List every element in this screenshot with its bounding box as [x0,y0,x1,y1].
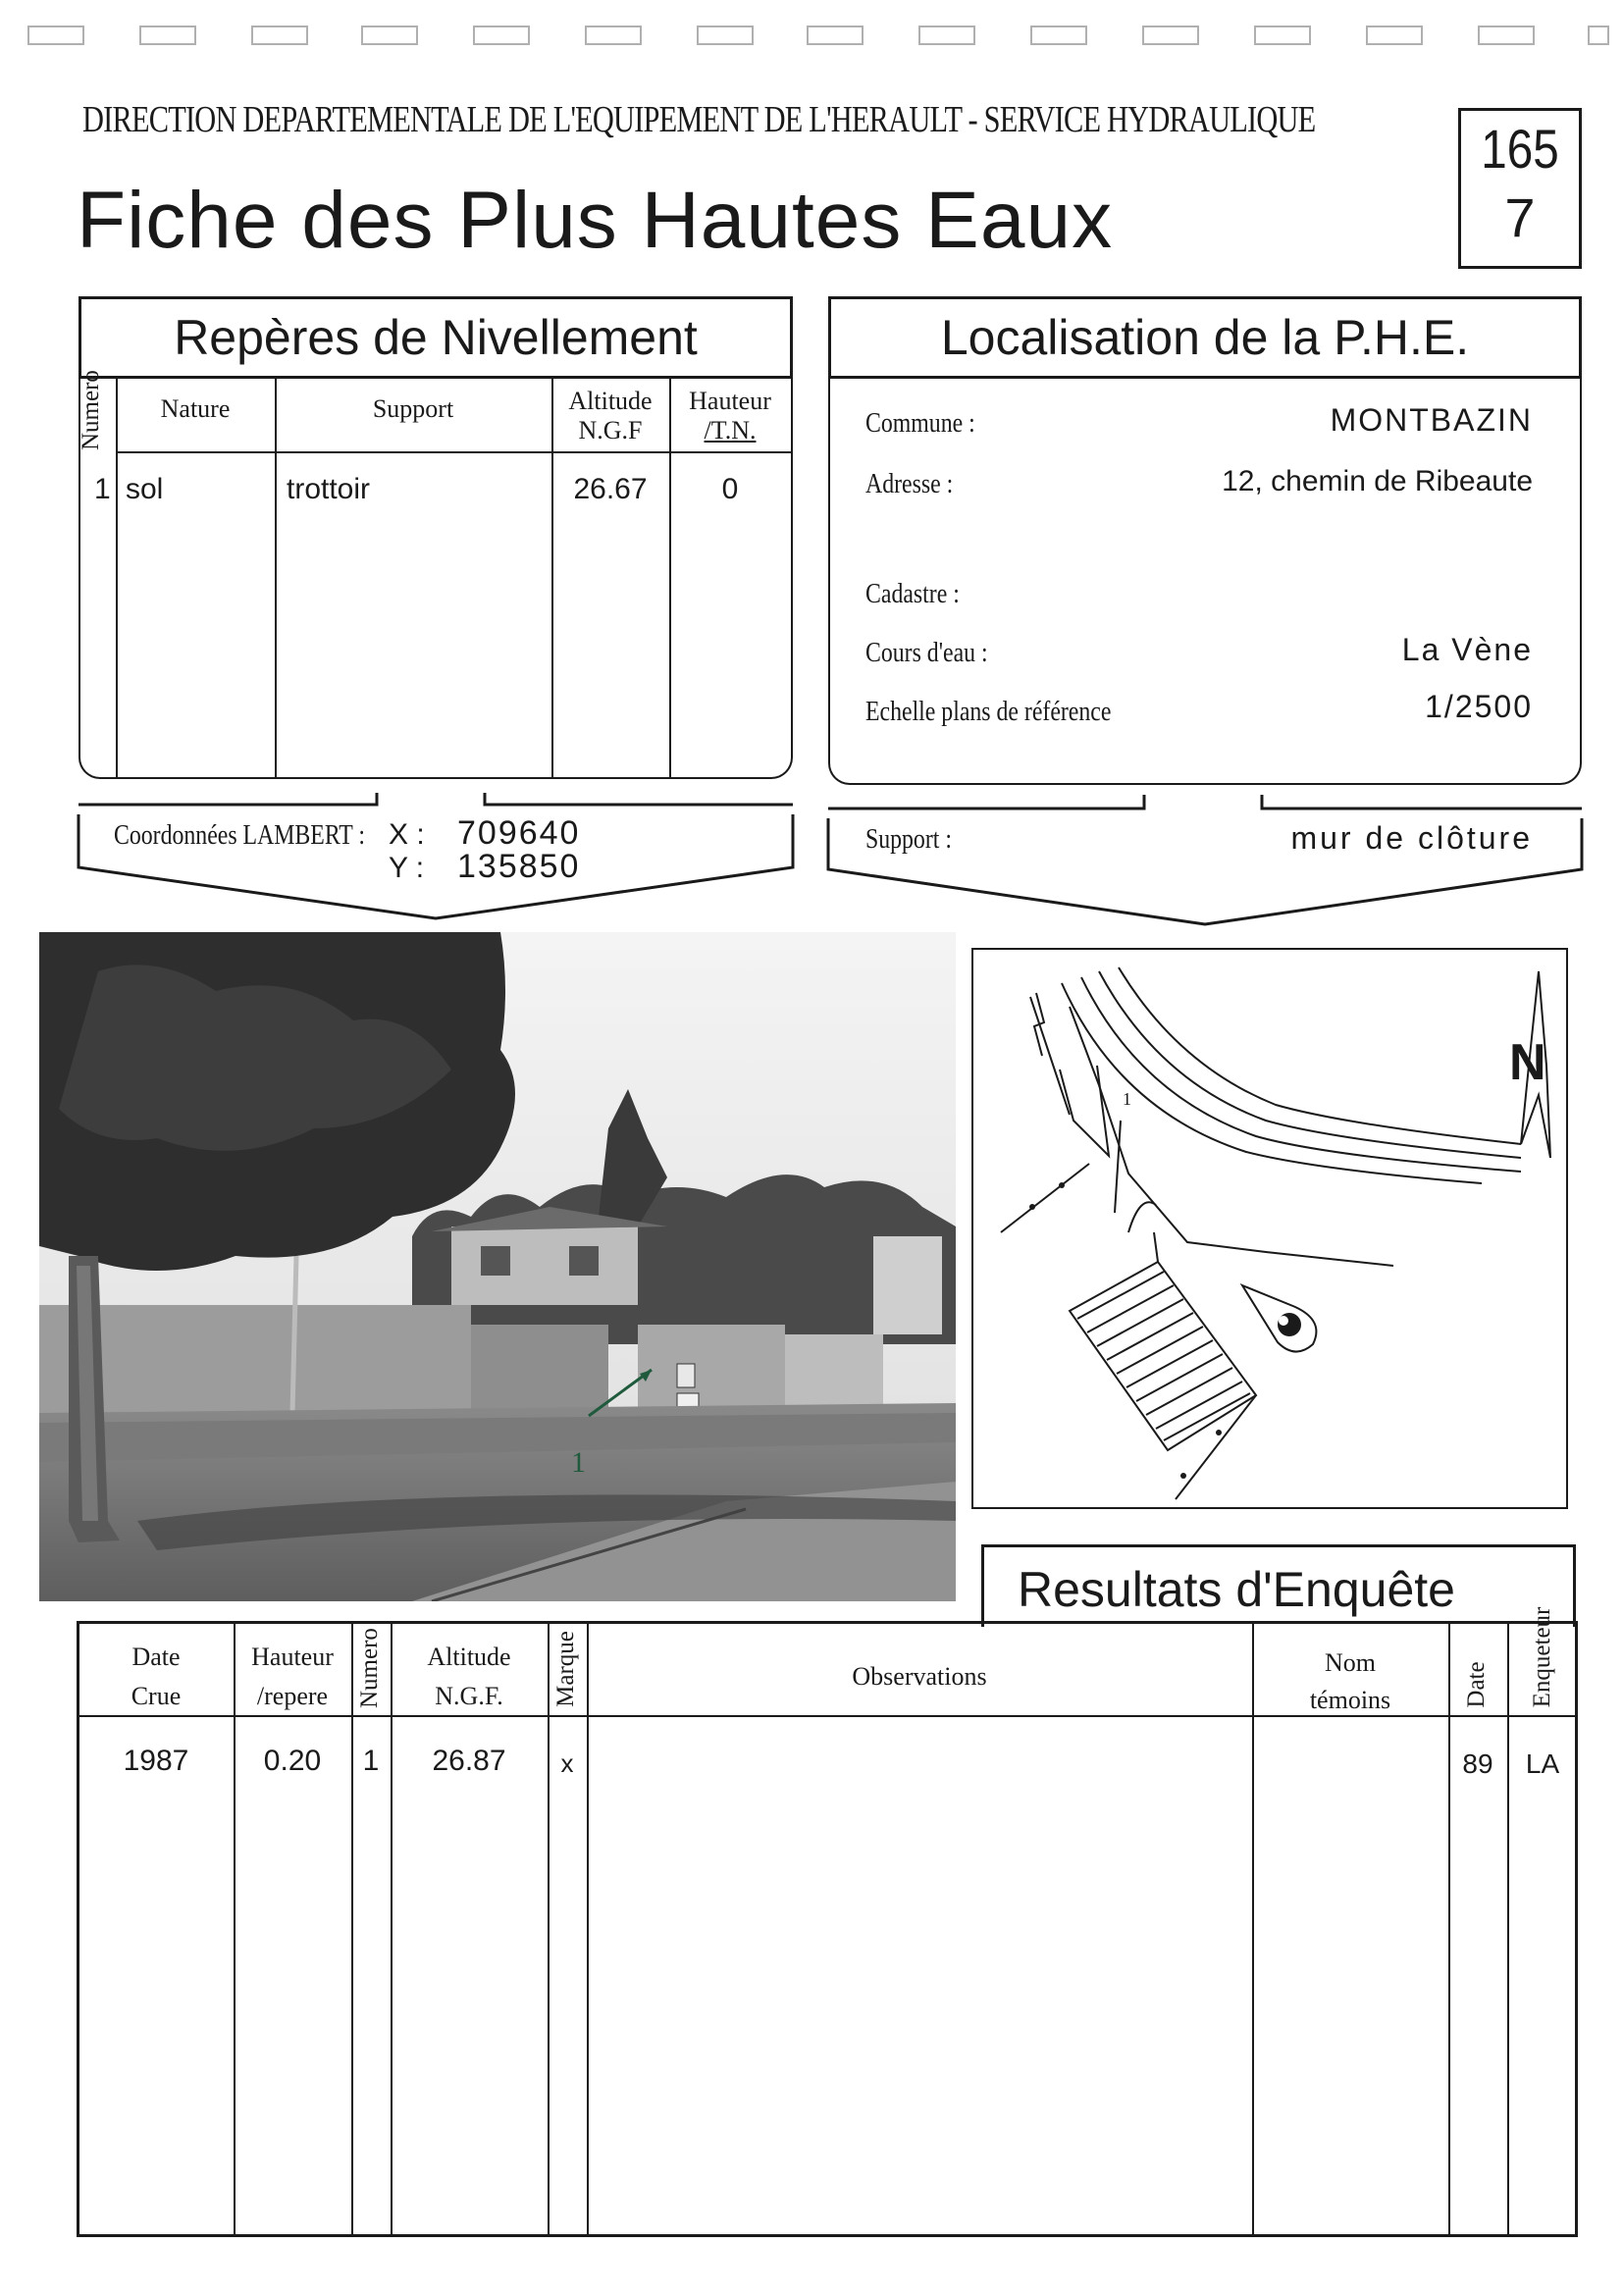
repere-row-support: trottoir [287,473,371,505]
col-hauteur-repere-sub: /repere [256,1682,329,1710]
support-label: Support : [865,824,952,855]
col-altitude-result-header: Altitude [427,1643,511,1671]
echelle-value: 1/2500 [1425,689,1533,724]
result-row-enqueteur: LA [1525,1748,1560,1779]
lambert-y-value: 135850 [457,848,581,885]
lambert-x-label: X : [389,818,425,851]
result-row-marque: x [560,1748,574,1778]
photo-marker-label: 1 [571,1446,586,1479]
fiche-number: 165 [1481,118,1559,180]
col-hauteur-repere-header: Hauteur [251,1643,334,1671]
lambert-y-label: Y : [389,852,425,884]
col-nom-sub: témoins [1309,1686,1391,1714]
col-nature-header: Nature [160,394,231,423]
result-row-numero: 1 [362,1745,380,1777]
site-photo [39,932,956,1601]
result-row-date-crue: 1987 [123,1745,189,1777]
localisation-title-box [828,296,1582,379]
north-label: N [1509,1034,1546,1091]
col-altitude-unit: N.G.F [578,416,643,444]
cours-eau-label: Cours d'eau : [865,638,988,668]
result-row-hauteur: 0.20 [263,1745,322,1777]
col-support-header: Support [372,394,454,423]
reperes-title: Repères de Nivellement [174,310,698,365]
col-observations-header: Observations [852,1662,987,1691]
result-row-date: 89 [1462,1748,1493,1779]
repere-row-numero: 1 [94,473,111,505]
lambert-x-value: 709640 [457,814,581,852]
resultats-title: Resultats d'Enquête [1018,1562,1455,1617]
col-marque-header: Marque [552,1631,579,1707]
col-hauteur-unit: /T.N. [704,416,757,444]
col-hauteur-header: Hauteur [689,387,771,415]
localisation-title: Localisation de la P.H.E. [940,310,1470,365]
commune-label: Commune : [865,408,975,439]
col-numero-header: Numero [78,370,104,450]
col-date-crue-sub: Crue [131,1682,182,1710]
adresse-label: Adresse : [865,469,954,499]
cadastre-label: Cadastre : [865,579,960,609]
binder-holes [20,26,1609,49]
lambert-label: Coordonnées LAMBERT : [114,820,365,851]
reperes-title-box [79,296,793,379]
repere-row-nature: sol [126,473,164,505]
resultats-title-box [981,1544,1576,1627]
page-title: Fiche des Plus Hautes Eaux [77,176,1114,265]
repere-row-altitude: 26.67 [573,473,648,505]
col-altitude-result-sub: N.G.F. [435,1682,503,1710]
support-value: mur de clôture [1290,820,1533,856]
commune-value: MONTBAZIN [1330,402,1533,438]
map-marker-label: 1 [1123,1089,1131,1109]
col-nom-header: Nom [1325,1648,1376,1677]
result-row-altitude: 26.87 [432,1745,506,1777]
col-altitude-header: Altitude [568,387,653,415]
fiche-sub-number: 7 [1504,186,1536,248]
col-date-crue-header: Date [131,1643,181,1671]
repere-row-hauteur: 0 [721,473,739,505]
site-map [971,948,1568,1509]
fiche-number-box [1458,108,1582,269]
echelle-label: Echelle plans de référence [865,697,1112,727]
adresse-value: 12, chemin de Ribeaute [1222,465,1533,497]
col-date-header: Date [1463,1661,1490,1708]
col-enqueteur-header: Enqueteur [1529,1606,1555,1708]
cours-eau-value: La Vène [1401,632,1533,667]
org-line: DIRECTION DEPARTEMENTALE DE L'EQUIPEMENT DE L'HERAULT - SERVICE HYDRAULIQUE [82,99,1316,140]
col-numero-result-header: Numero [356,1628,383,1708]
